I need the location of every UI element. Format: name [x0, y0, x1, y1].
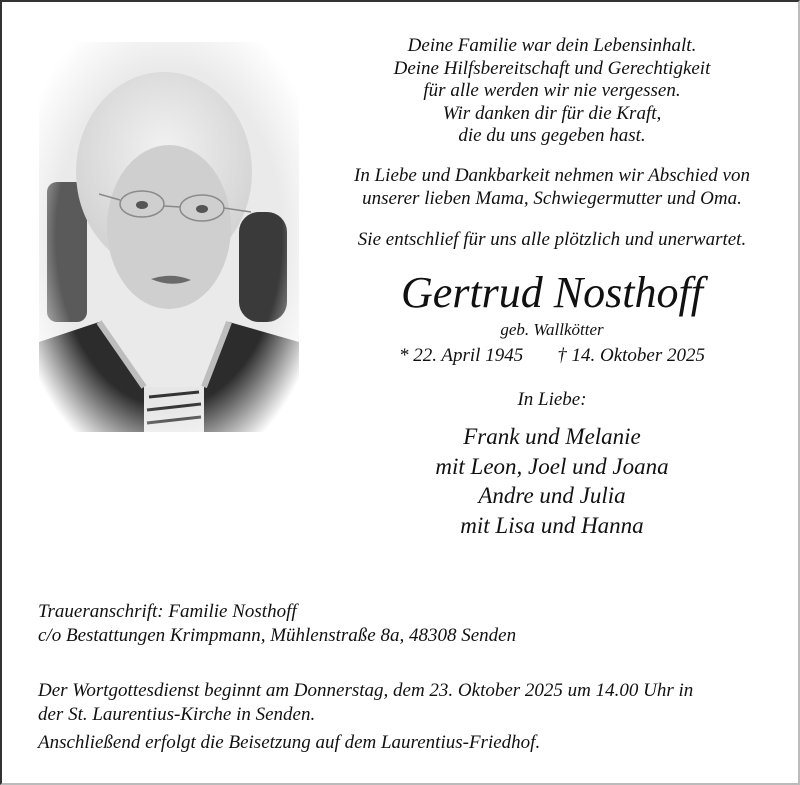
verse-line: die du uns gegeben hast. [458, 125, 646, 146]
deceased-name: Gertrud Nosthoff [401, 268, 703, 317]
family-list [322, 422, 782, 540]
verse-line: Deine Familie war dein Lebensinhalt. [407, 35, 697, 56]
service-info [38, 679, 693, 755]
family-line: Andre und Julia [478, 483, 626, 508]
in-love-label: In Liebe: [517, 389, 587, 410]
burial-line: Anschließend erfolgt die Beisetzung auf dem Laurentius-Friedhof. [38, 732, 541, 753]
death-date: † 14. Oktober 2025 [557, 345, 705, 366]
family-line: mit Lisa und Hanna [460, 512, 644, 538]
verse-line: Deine Hilfsbereitschaft und Gerechtigkeit [393, 57, 711, 79]
farewell-text [322, 164, 782, 210]
family-line: mit Leon, Joel und Joana [435, 453, 669, 479]
verse-line: Wir danken dir für die Kraft, [442, 102, 662, 124]
passed-away-text: Sie entschlief für uns alle plötzlich und unerwartet. [357, 229, 747, 250]
life-dates [322, 344, 782, 368]
family-line: Frank und Melanie [463, 424, 641, 449]
verse-line: für alle werden wir nie vergessen. [423, 80, 681, 101]
birth-date: * 22. April 1945 [399, 345, 524, 366]
farewell-line: unserer lieben Mama, Schwiegermutter und Oma. [362, 188, 742, 209]
farewell-line: In Liebe und Dankbarkeit nehmen wir Abschied von [354, 165, 750, 186]
portrait-icon [39, 42, 299, 432]
portrait-photo [39, 42, 299, 432]
mourning-address [38, 600, 516, 648]
service-line: Der Wortgottesdienst beginnt am Donnerstag, dem 23. Oktober 2025 um 14.00 Uhr in [38, 680, 694, 701]
service-line: der St. Laurentius-Kirche in Senden. [38, 704, 316, 725]
verse [322, 35, 782, 148]
maiden-name: geb. Wallkötter [500, 320, 604, 339]
address-line: c/o Bestattungen Krimpmann, Mühlenstraße 8a, 48308 Senden [38, 625, 517, 646]
address-line: Traueranschrift: Familie Nosthoff [38, 601, 297, 622]
